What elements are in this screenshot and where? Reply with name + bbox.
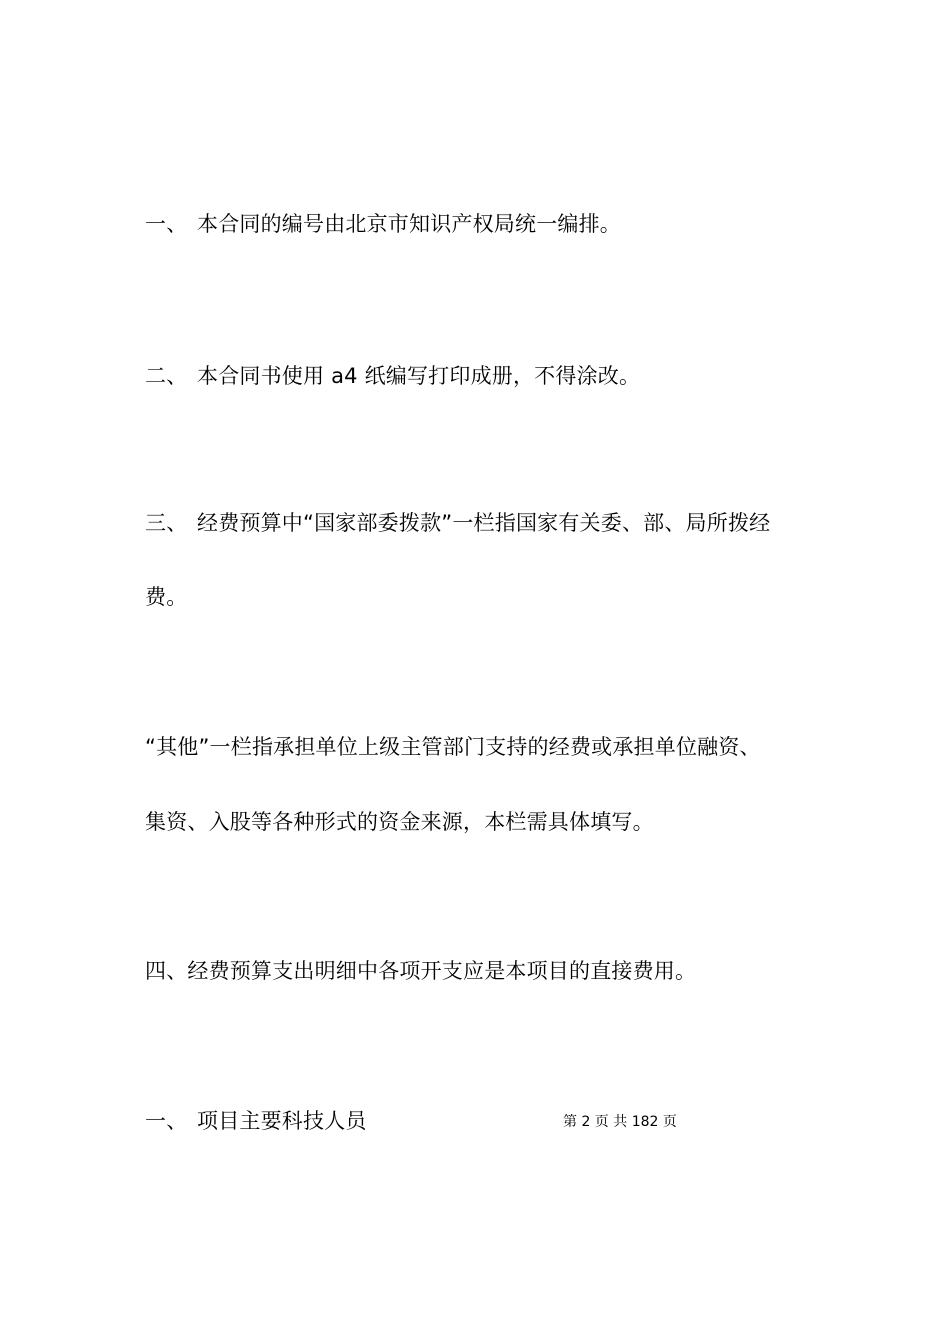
paragraph-3: [145, 509, 770, 537]
section-heading-marker: 一、: [145, 1109, 188, 1133]
paragraph-1: [145, 210, 621, 238]
section-heading-text: 项目主要科技人员: [197, 1109, 367, 1133]
paragraph-2-text: 本合同书使用 a4 纸编写打印成册，不得涂改。: [197, 364, 641, 388]
paragraph-4-text: 经费预算支出明细中各项开支应是本项目的直接费用。: [187, 959, 697, 983]
paragraph-1-text: 本合同的编号由北京市知识产权局统一编排。: [197, 212, 621, 236]
paragraph-3-text: 经费预算中“国家部委拨款”一栏指国家有关委、部、局所拨经: [197, 511, 771, 535]
paragraph-4-marker: 四、: [145, 959, 188, 983]
page-number-footer: 第 2 页 共 182 页: [563, 1114, 677, 1130]
paragraph-3-continuation-text: 费。: [145, 585, 188, 609]
paragraph-2-marker: 二、: [145, 364, 188, 388]
paragraph-3-continuation: [145, 583, 187, 611]
paragraph-other-continuation-text: 集资、入股等各种形式的资金来源，本栏需具体填写。: [145, 810, 654, 834]
paragraph-3-marker: 三、: [145, 511, 188, 535]
section-heading: [145, 1107, 367, 1135]
paragraph-1-marker: 一、: [145, 212, 188, 236]
paragraph-2: [145, 362, 640, 390]
paragraph-other-continuation: [145, 808, 654, 836]
paragraph-other: [145, 733, 761, 761]
paragraph-4: [145, 957, 696, 985]
paragraph-other-text: “其他”一栏指承担单位上级主管部门支持的经费或承担单位融资、: [145, 735, 761, 759]
